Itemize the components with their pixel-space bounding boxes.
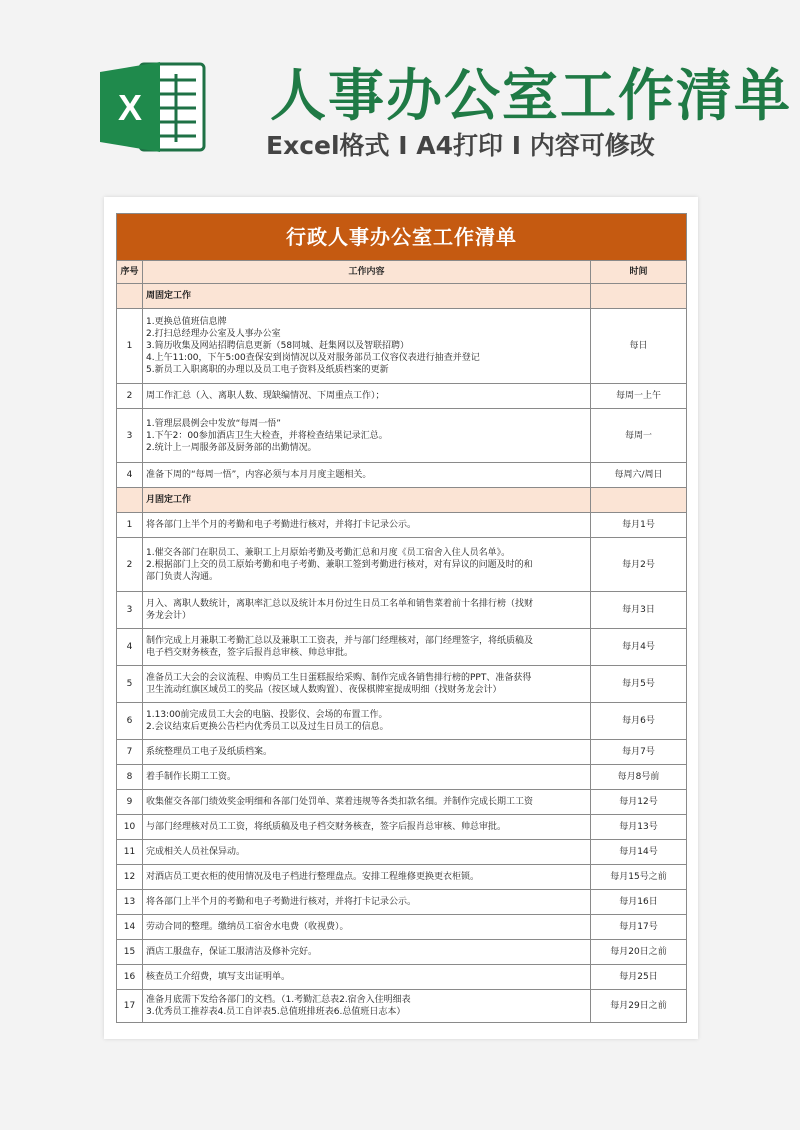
row-content xyxy=(143,409,591,463)
table-row xyxy=(117,513,687,538)
row-content-line: 1.13:00前完成员工大会的电脑、投影仪、会场的布置工作。 xyxy=(146,710,388,720)
row-content xyxy=(143,815,591,840)
row-number: 6 xyxy=(117,703,143,740)
row-content-line: 务龙会计） xyxy=(146,611,192,621)
row-time: 每月3日 xyxy=(591,592,687,629)
row-time: 每月4号 xyxy=(591,629,687,666)
section-empty-cell xyxy=(117,284,143,309)
table-row xyxy=(117,990,687,1023)
table-row xyxy=(117,703,687,740)
row-content-line: 1.更换总值班信息牌 xyxy=(146,317,227,327)
table-row xyxy=(117,765,687,790)
row-number: 4 xyxy=(117,629,143,666)
row-content xyxy=(143,865,591,890)
section-title: 周固定工作 xyxy=(143,284,591,309)
row-number: 10 xyxy=(117,815,143,840)
row-time: 每月7号 xyxy=(591,740,687,765)
table-row xyxy=(117,384,687,409)
row-number: 2 xyxy=(117,384,143,409)
row-content xyxy=(143,840,591,865)
row-content xyxy=(143,915,591,940)
row-content-line: 2.会议结束后更换公告栏内优秀员工以及过生日员工的信息。 xyxy=(146,722,389,732)
table-title: 行政人事办公室工作清单 xyxy=(117,214,687,261)
table-header-row xyxy=(117,261,687,284)
row-content-line: 着手制作长期工工资。 xyxy=(146,772,237,782)
table-row xyxy=(117,965,687,990)
row-number: 3 xyxy=(117,409,143,463)
row-time: 每月5号 xyxy=(591,666,687,703)
row-time: 每日 xyxy=(591,309,687,384)
row-number: 4 xyxy=(117,463,143,488)
row-time: 每月16日 xyxy=(591,890,687,915)
spreadsheet-page xyxy=(104,197,698,1039)
row-content xyxy=(143,538,591,592)
section-title: 月固定工作 xyxy=(143,488,591,513)
excel-logo-letter: X xyxy=(117,87,143,128)
row-content xyxy=(143,765,591,790)
row-time: 每月8号前 xyxy=(591,765,687,790)
row-content-line: 系统整理员工电子及纸质档案。 xyxy=(146,747,273,757)
row-time: 每月12号 xyxy=(591,790,687,815)
banner xyxy=(0,0,800,190)
row-content xyxy=(143,740,591,765)
row-content-line: 电子档交财务核查，签字后报肖总审核、帅总审批。 xyxy=(146,648,354,658)
row-number: 5 xyxy=(117,666,143,703)
row-content-line: 制作完成上月兼职工考勤汇总以及兼职工工资表，并与部门经理核对，部门经理签字，将纸质稿及 xyxy=(146,636,534,646)
row-content-line: 部门负责人沟通。 xyxy=(146,571,219,582)
row-content xyxy=(143,309,591,384)
header-content: 工作内容 xyxy=(143,261,591,284)
row-content-line: 准备下周的“每周一悟”，内容必须与本月月度主题相关。 xyxy=(146,470,372,480)
table-row xyxy=(117,740,687,765)
section-empty-cell xyxy=(117,488,143,513)
row-time: 每月13号 xyxy=(591,815,687,840)
subtitle: Excel格式 I A4打印 I 内容可修改 xyxy=(266,131,655,160)
row-number: 12 xyxy=(117,865,143,890)
table-title-row xyxy=(117,214,687,261)
main-title: 人事办公室工作清单 xyxy=(270,64,792,129)
row-content xyxy=(143,384,591,409)
row-content-line: 1.管理层晨例会中发放“每周一悟” xyxy=(146,418,281,429)
section-empty-cell xyxy=(591,488,687,513)
row-content xyxy=(143,790,591,815)
row-time: 每周六/周日 xyxy=(591,463,687,488)
row-content-line: 卫生流动红旗区域员工的奖品（按区域人数购置）、夜保棋牌室提成明细（找财务龙会计） xyxy=(146,685,502,695)
header-no: 序号 xyxy=(117,261,143,284)
row-content-line: 劳动合同的整理。缴纳员工宿舍水电费（收视费）。 xyxy=(146,922,349,932)
table-row xyxy=(117,592,687,629)
row-content-line: 收集催交各部门绩效奖金明细和各部门处罚单、菜着违规等各类扣款名细。并制作完成长期工工资 xyxy=(146,797,534,807)
row-time: 每月14号 xyxy=(591,840,687,865)
row-content-line: 将各部门上半个月的考勤和电子考勤进行核对，并将打卡记录公示。 xyxy=(146,520,417,530)
table-row xyxy=(117,790,687,815)
row-content-line: 周工作汇总（入、离职人数、现缺编情况、下周重点工作）； xyxy=(146,391,385,401)
row-number: 8 xyxy=(117,765,143,790)
row-time: 每周一 xyxy=(591,409,687,463)
row-content xyxy=(143,940,591,965)
row-content xyxy=(143,965,591,990)
row-content xyxy=(143,703,591,740)
row-number: 13 xyxy=(117,890,143,915)
section-row xyxy=(117,488,687,513)
row-number: 11 xyxy=(117,840,143,865)
row-content-line: 将各部门上半个月的考勤和电子考勤进行核对，并将打卡记录公示。 xyxy=(146,897,417,907)
row-time: 每周一上午 xyxy=(591,384,687,409)
table-row xyxy=(117,463,687,488)
row-time: 每月2号 xyxy=(591,538,687,592)
table-row xyxy=(117,538,687,592)
row-number: 15 xyxy=(117,940,143,965)
row-content-line: 4.上午11:00，下午5:00查保安到岗情况以及对服务部员工仪容仪表进行抽查并登记 xyxy=(146,353,480,363)
row-content-line: 3.优秀员工推荐表4.员工自评表5.总值班排班表6.总值班日志本） xyxy=(146,1007,406,1017)
row-number: 2 xyxy=(117,538,143,592)
table-row xyxy=(117,915,687,940)
row-content-line: 完成相关人员社保异动。 xyxy=(146,847,246,857)
row-content xyxy=(143,513,591,538)
row-content xyxy=(143,629,591,666)
row-content xyxy=(143,666,591,703)
row-content xyxy=(143,990,591,1023)
row-time: 每月20日之前 xyxy=(591,940,687,965)
row-time: 每月25日 xyxy=(591,965,687,990)
row-number: 17 xyxy=(117,990,143,1023)
row-content-line: 准备员工大会的会议流程、申购员工生日蛋糕报给采购、制作完成各销售排行榜的PPT、准备获得 xyxy=(146,673,532,683)
row-content-line: 5.新员工入职离职的办理以及员工电子资料及纸质档案的更新 xyxy=(146,365,389,375)
table-row xyxy=(117,940,687,965)
row-content xyxy=(143,890,591,915)
row-content-line: 1.催交各部门在职员工、兼职工上月原始考勤及考勤汇总和月度《员工宿舍入住人员名单》。 xyxy=(146,547,511,558)
section-empty-cell xyxy=(591,284,687,309)
row-time: 每月15号之前 xyxy=(591,865,687,890)
row-content-line: 核查员工介绍费，填写支出证明单。 xyxy=(146,972,291,982)
row-content-line: 2.统计上一周服务部及厨务部的出勤情况。 xyxy=(146,442,317,453)
row-content-line: 2.根据部门上交的员工原始考勤和电子考勤、兼职工签到考勤进行核对，对有异议的问题及时的和 xyxy=(146,559,533,570)
table-row xyxy=(117,309,687,384)
row-time: 每月29日之前 xyxy=(591,990,687,1023)
row-number: 1 xyxy=(117,309,143,384)
row-number: 7 xyxy=(117,740,143,765)
row-number: 9 xyxy=(117,790,143,815)
table-row xyxy=(117,890,687,915)
table-row xyxy=(117,815,687,840)
table-row xyxy=(117,666,687,703)
table-row xyxy=(117,840,687,865)
row-content xyxy=(143,463,591,488)
row-number: 16 xyxy=(117,965,143,990)
row-content xyxy=(143,592,591,629)
table-row xyxy=(117,865,687,890)
row-time: 每月17号 xyxy=(591,915,687,940)
excel-logo-icon xyxy=(100,58,208,156)
row-time: 每月6号 xyxy=(591,703,687,740)
row-number: 1 xyxy=(117,513,143,538)
row-content-line: 准备月底需下发给各部门的文档。（1.考勤汇总表2.宿舍入住明细表 xyxy=(146,995,411,1005)
table-row xyxy=(117,409,687,463)
row-content-line: 酒店工服盘存，保证工服清洁及修补完好。 xyxy=(146,947,318,957)
row-number: 14 xyxy=(117,915,143,940)
row-number: 3 xyxy=(117,592,143,629)
row-content-line: 对酒店员工更衣柜的使用情况及电子档进行整理盘点。安排工程维修更换更衣柜锁。 xyxy=(146,872,480,882)
row-content-line: 与部门经理核对员工工资，将纸质稿及电子档交财务核查，签字后报肖总审核、帅总审批。 xyxy=(146,822,507,832)
row-content-line: 2.打扫总经理办公室及人事办公室 xyxy=(146,329,281,339)
row-time: 每月1号 xyxy=(591,513,687,538)
row-content-line: 3.简历收集及网站招聘信息更新（58同城、赶集网以及智联招聘） xyxy=(146,341,410,351)
work-list-table xyxy=(116,213,687,1023)
row-content-line: 1.下午2：00参加酒店卫生大检查，并将检查结果记录汇总。 xyxy=(146,430,388,441)
table-row xyxy=(117,629,687,666)
header-time: 时间 xyxy=(591,261,687,284)
row-content-line: 月入、离职人数统计，离职率汇总以及统计本月份过生日员工名单和销售菜着前十名排行榜（找财 xyxy=(146,599,534,609)
section-row xyxy=(117,284,687,309)
